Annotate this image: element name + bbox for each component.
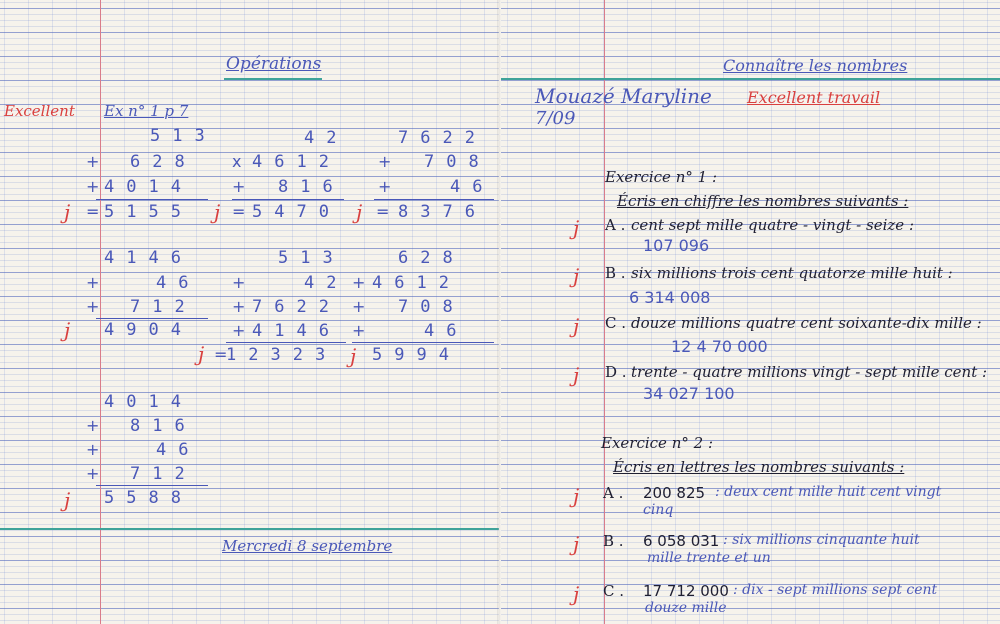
op5-sum-line [226, 342, 346, 343]
op1-row-2: 628 [130, 152, 197, 172]
ex2-a-number: 200 825 [643, 484, 706, 502]
left-grade: Excellent [4, 102, 75, 120]
ex1-c-check: j [573, 314, 580, 338]
op6-row-1: 628 [398, 248, 465, 268]
ex1-d-letter: D . [605, 363, 627, 381]
ex2-c-number: 17 712 000 [643, 582, 729, 600]
left-page [0, 0, 499, 624]
op1-row-3: 4014 [104, 177, 193, 197]
op4-result: 4904 [104, 320, 193, 340]
right-page [501, 0, 1000, 624]
op6-row-3: 708 [398, 297, 465, 317]
op1-equals: = [86, 202, 100, 221]
ex2-a-answer-line2: cinq [643, 502, 674, 518]
ex2-c-letter: C . [603, 582, 625, 600]
op5-sign-3: + [232, 321, 246, 340]
op1-check: j [64, 200, 71, 224]
right-grade: Excellent travail [747, 88, 881, 107]
ex1-b-answer: 6 314 008 [629, 288, 711, 307]
op7-sign-2: + [86, 440, 100, 459]
op4-check: j [64, 318, 71, 342]
ex2-instruction: Écris en lettres les nombres suivants : [613, 458, 905, 476]
right-green-rule [501, 78, 1000, 80]
left-page-header: Opérations [226, 54, 322, 74]
op4-sign-2: + [86, 297, 100, 316]
left-margin-line [100, 0, 101, 624]
right-page-header: Connaître les nombres [723, 56, 908, 75]
ex1-c-letter: C . [605, 314, 627, 332]
grade-date: 7/09 [535, 108, 576, 129]
op4-sum-line [96, 318, 208, 319]
op6-result: 5994 [372, 345, 461, 365]
op1-sign-2: + [86, 177, 100, 196]
op3-sum-line [374, 199, 494, 200]
ex1-b-check: j [573, 264, 580, 288]
ex2-a-answer-line1: : deux cent mille huit cent vingt [715, 484, 942, 500]
ex1-title: Exercice n° 1 : [605, 168, 717, 186]
op2-result: 5470 [252, 202, 341, 222]
op3-row-3: 46 [450, 177, 495, 197]
ex1-a-letter: A . [605, 216, 626, 234]
student-name: Mouazé Maryline [535, 84, 712, 108]
left-green-rule [0, 528, 499, 530]
op3-sign-1: + [378, 152, 392, 171]
op7-result: 5588 [104, 488, 193, 508]
op3-row-1: 7622 [398, 128, 487, 148]
op4-row-2: 46 [156, 273, 201, 293]
ex2-a-letter: A . [603, 484, 624, 502]
ex1-c-answer: 12 4 70 000 [671, 337, 768, 356]
ex1-b-text: six millions trois cent quatorze mille huit : [631, 264, 953, 282]
op5-sign-2: + [232, 297, 246, 316]
ex1-a-answer: 107 096 [643, 236, 710, 255]
op4-row-3: 712 [130, 297, 197, 317]
ex1-a-text: cent sept mille quatre - vingt - seize : [631, 216, 914, 234]
op7-check: j [64, 488, 71, 512]
op2-row-1: 42 [304, 128, 349, 148]
op3-result: 8376 [398, 202, 487, 222]
ex1-a-check: j [573, 216, 580, 240]
ex2-b-letter: B . [603, 532, 624, 550]
op7-sum-line [96, 485, 208, 486]
op5-row-1: 513 [278, 248, 345, 268]
op7-sign-1: + [86, 416, 100, 435]
left-header-underline [224, 78, 322, 80]
op2-sign-2: + [232, 177, 246, 196]
op6-sign-3: + [352, 321, 366, 340]
ex1-b-letter: B . [605, 264, 626, 282]
op6-row-2: 4612 [372, 273, 461, 293]
ex2-c-answer-line1: : dix - sept millions sept cent [733, 582, 938, 598]
op3-row-2: 708 [424, 152, 491, 172]
op3-check: j [356, 200, 363, 224]
op5-sign-1: + [232, 273, 246, 292]
op5-row-2: 42 [304, 273, 349, 293]
ex1-c-text: douze millions quatre cent soixante-dix mille : [631, 314, 982, 332]
op7-row-2: 816 [130, 416, 197, 436]
op6-check: j [350, 344, 357, 368]
op6-row-4: 46 [424, 321, 469, 341]
op1-result: 5155 [104, 202, 193, 222]
ex1-instruction: Écris en chiffre les nombres suivants : [617, 192, 909, 210]
op1-row-1: 513 [150, 126, 217, 146]
op3-equals: = [376, 202, 390, 221]
op2-sign-1: x [232, 152, 242, 171]
op4-sign-1: + [86, 273, 100, 292]
ex2-a-check: j [573, 484, 580, 508]
op6-sum-line [352, 342, 494, 343]
ex2-b-number: 6 058 031 [643, 532, 720, 550]
op2-row-2: 4612 [252, 152, 341, 172]
op6-sign-1: + [352, 273, 366, 292]
exercise-ref: Ex n° 1 p 7 [104, 102, 189, 120]
op1-sign-1: + [86, 152, 100, 171]
op5-result: 12323 [226, 345, 338, 365]
ex2-c-check: j [573, 582, 580, 606]
op1-sum-line [96, 199, 208, 200]
op5-row-3: 7622 [252, 297, 341, 317]
op7-row-4: 712 [130, 464, 197, 484]
ex1-d-text: trente - quatre millions vingt - sept mille cent : [631, 363, 988, 381]
ex1-d-check: j [573, 363, 580, 387]
ex2-title: Exercice n° 2 : [601, 434, 713, 452]
op7-sign-3: + [86, 464, 100, 483]
op7-row-3: 46 [156, 440, 201, 460]
op3-sign-2: + [378, 177, 392, 196]
op7-row-1: 4014 [104, 392, 193, 412]
op4-row-1: 4146 [104, 248, 193, 268]
op6-sign-2: + [352, 297, 366, 316]
footer-date: Mercredi 8 septembre [222, 537, 393, 555]
op2-equals: = [232, 202, 246, 221]
op2-check: j [214, 200, 221, 224]
op5-equals: = [214, 345, 228, 364]
op2-sum-line [232, 199, 344, 200]
op5-check: j [198, 342, 205, 366]
op2-row-3: 816 [278, 177, 345, 197]
ex1-d-answer: 34 027 100 [643, 384, 735, 403]
ex2-b-check: j [573, 532, 580, 556]
op5-row-4: 4146 [252, 321, 341, 341]
ex2-b-answer-line2: mille trente et un [647, 550, 771, 566]
ex2-c-answer-line2: douze mille [645, 600, 727, 616]
ex2-b-answer-line1: : six millions cinquante huit [723, 532, 920, 548]
